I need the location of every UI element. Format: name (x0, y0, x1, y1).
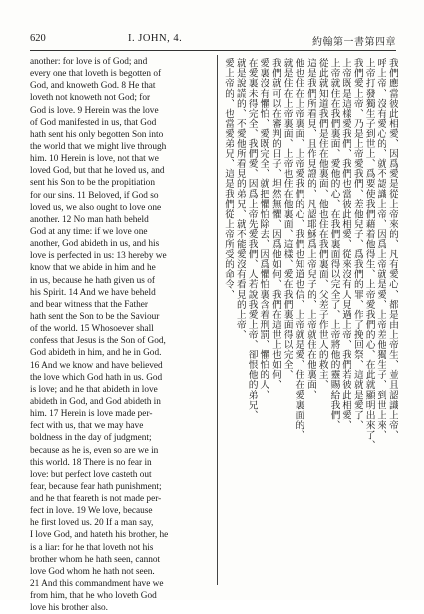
chinese-text-column-line: 就是住在上帝裏面、上帝也住在他裏面、這樣、愛在我們裏面得以完全、 (281, 58, 293, 380)
chinese-text-column-line: 我們愛上帝、乃是上帝愛我們、差他兒子、爲我們的罪、作了挽回祭、這就是愛了、 (351, 58, 363, 430)
english-text-line: him. 17 Herein is love made per- (30, 409, 153, 420)
running-title: I. JOHN, 4. (128, 33, 183, 44)
english-text-line: fect in love. 19 We love, because (30, 506, 153, 517)
chinese-text-column-line: 我們應當彼此相愛、因爲愛是從上帝來的、凡有愛心、都是由上帝生、並且認識上帝、 (387, 58, 398, 440)
column-divider (217, 55, 218, 585)
english-text-line: the love which God hath in us. God (30, 372, 163, 383)
english-text-line: 21 And this commandment have we (30, 579, 164, 590)
english-text-line: another: for love is of God; and (30, 57, 148, 67)
page-header (30, 33, 396, 47)
english-text-line: confess that Jesus is the Son of God, (30, 336, 166, 347)
english-text-line: his Spirit. 14 And we have beheld (30, 287, 156, 298)
english-text-line: sent his Son to be the propitiation (30, 178, 155, 189)
english-text-line: the world that we might live through (30, 141, 167, 152)
english-text-line: God, and knoweth God. 8 He that (30, 81, 156, 92)
chinese-text-column-line: 從此就知道我們是住在他裏面、他也住在我們裏面、父差子作世人的救主、 (316, 58, 328, 390)
english-text-line: is love; and he that abideth in love (30, 384, 158, 395)
english-text-line: know that we abide in him and he (30, 263, 156, 274)
chinese-text-column-line: 上帝就住在我們裏面、愛他的心、在我們裏面得以完全了、上帝將他的靈賜給我們、 (328, 58, 340, 430)
english-text-line: this world. 18 There is no fear in (30, 457, 152, 468)
chinese-text-column-line: 這是我們所看見、且作見證的、凡認耶穌爲上帝兒子的、上帝就住在他裏面、 (305, 58, 317, 400)
chinese-text-column (222, 58, 398, 580)
chinese-text-column-line: 他也住在上帝裏面、上帝愛我們的心、我們也知道也信、上帝就是愛、住在愛裏面的、 (293, 58, 305, 440)
english-text-line: and he that feareth is not made per- (30, 494, 162, 505)
english-text-line: love his brother also. (30, 603, 108, 614)
english-text-line: of God manifested in us, that God (30, 117, 157, 128)
english-text-line: brother whom he hath seen, cannot (30, 554, 161, 565)
english-text-line: another. 12 No man hath beheld (30, 214, 149, 225)
english-text-line: for our sins. 11 Beloved, if God so (30, 190, 159, 201)
chinese-text-column-line: 上帝打發獨生子到世上、爲要使我們藉着他得生、上帝愛我們的心、在此就顯明出來了、 (363, 58, 375, 450)
english-text-line: loved God, but that he loved us, and (30, 166, 165, 177)
english-text-line: abideth in God, and God abideth in (30, 396, 161, 407)
page-number: 620 (30, 33, 46, 44)
chinese-text-column-line: 在愛裏未得完全、我們愛、因爲上帝先愛我們、人若說我愛上帝、卻恨他的弟兄、 (246, 58, 258, 420)
chinese-text-column-line: 我們就可以在審判的日子、坦然無懼、因爲他如何、我們在這世上也如何、 (270, 58, 281, 390)
english-text-line: I love God, and hateth his brother, he (30, 530, 169, 541)
english-text-line: in us, because he hath given us of (30, 275, 155, 286)
english-text-line: hath sent his only begotten Son into (30, 129, 164, 140)
english-text-line: him. 10 Herein is love, not that we (30, 154, 159, 165)
header-rule (30, 50, 396, 51)
english-text-line: because as he is, even so are we in (30, 445, 159, 456)
english-text-line: loved us, we also ought to love one (30, 202, 162, 213)
english-text-line: 16 And we know and have believed (30, 360, 163, 371)
chinese-text-column-line: 愛裏沒有懼怕、愛既完全、就把懼怕除去、因爲懼怕裏含着刑罰、懼怕的人、 (258, 58, 270, 400)
chinese-text-column-line: 上帝既是這樣愛我們、我們也當彼此相愛、從來沒有人見過上帝、我們若彼此相愛、 (340, 58, 352, 430)
chinese-running-title: 約翰第一書第四章 (312, 37, 396, 48)
english-text-line: fear, because fear hath punishment; (30, 481, 162, 492)
english-text-line: every one that loveth is begotten of (30, 69, 162, 80)
english-text-line: God at any time: if we love one (30, 226, 148, 237)
english-text-line: of the world. 15 Whosoever shall (30, 324, 154, 335)
english-text-line: loveth not knoweth not God; for (30, 93, 151, 104)
english-text-line: God is love. 9 Herein was the love (30, 105, 159, 116)
chinese-text-column-line: 愛上帝的、也當愛弟兄、這是我們從上帝所受的命令、 (223, 58, 235, 300)
english-text-line: from him, that he who loveth God (30, 591, 157, 602)
english-text-line: hath sent the Son to be the Saviour (30, 311, 160, 322)
english-text-line: love is perfected in us: 13 hereby we (30, 251, 167, 262)
chinese-text-column-line: 呼上帝、沒有愛心的、就不認識上帝、因爲上帝就是愛、上帝差他獨生子、到世上來、 (375, 58, 387, 440)
english-text-line: God abideth in him, and he in God. (30, 348, 162, 359)
english-text-line: is a liar: for he that loveth not his (30, 542, 154, 553)
english-text-line: and bear witness that the Father (30, 299, 148, 310)
english-text-line: love: but perfect love casteth out (30, 469, 152, 480)
english-text-column (30, 56, 213, 614)
english-text-line: another, God abideth in us, and his (30, 239, 160, 250)
english-text-line: fect with us, that we may have (30, 421, 144, 432)
english-text-line: love God whom he hath not seen. (30, 566, 155, 577)
english-text-line: he first loved us. 20 If a man say, (30, 518, 154, 529)
english-text-line: boldness in the day of judgment; (30, 433, 152, 444)
chinese-text-column-line: 就是說謊的、不愛他所看見的弟兄、就不能愛沒有看見的上帝、 (234, 58, 246, 340)
